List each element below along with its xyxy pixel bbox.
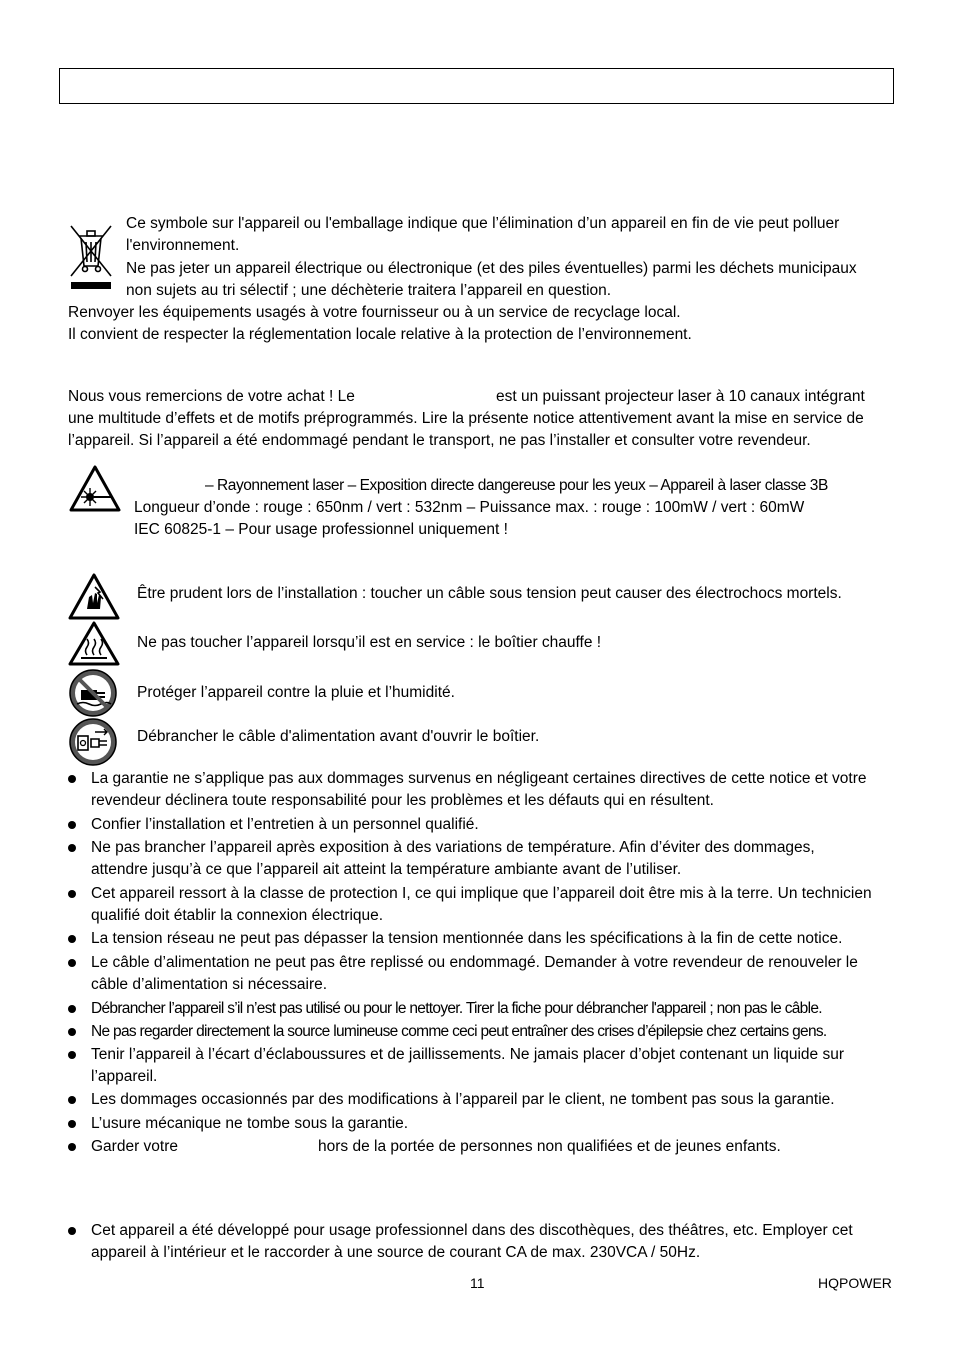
bullet-12-line-1b: hors de la portée de personnes non qualifiées et de jeunes enfants. (318, 1138, 781, 1155)
env-line-1: Ce symbole sur l'appareil ou l'emballage indique que l’élimination d’un appareil en fin de vie peut polluer (126, 215, 840, 232)
safety-text-4: Débrancher le câble d'alimentation avant d'ouvrir le boîtier. (137, 728, 540, 745)
bullet-dot (68, 1005, 76, 1013)
bullet-11-line-1: L’usure mécanique ne tombe sous la garantie. (91, 1115, 409, 1132)
bullet-dot (68, 775, 76, 783)
footer-brand: HQPOWER (818, 1275, 892, 1291)
env-line-6: Il convient de respecter la réglementation locale relative à la protection de l’environnement. (68, 326, 692, 343)
bullet-1-line-1: La garantie ne s’applique pas aux dommages survenus en négligeant certaines directives de cette notice et votre (91, 770, 867, 787)
bullet-dot (68, 890, 76, 898)
bullet-3-line-2: attendre jusqu’à ce que l’appareil ait atteint la température ambiante avant de l’utiliser. (91, 861, 682, 878)
intro-line-3: l’appareil. Si l’appareil a été endommagé pendant le transport, ne pas l’installer et consulter votre revendeur. (68, 432, 811, 449)
laser-warning-icon (68, 464, 122, 514)
laser-warning-line-3: IEC 60825-1 – Pour usage professionnel uniquement ! (134, 521, 508, 538)
env-line-3: Ne pas jeter un appareil électrique ou électronique (et des piles éventuelles) parmi les déchets municipaux (126, 260, 857, 277)
bullet-9-line-2: l’appareil. (91, 1068, 158, 1085)
usage-line-2: appareil à l’intérieur et le raccorder à une source de courant CA de max. 230VCA / 50Hz. (91, 1244, 701, 1261)
bullet-4-line-1: Cet appareil ressort à la classe de protection I, ce qui implique que l’appareil doit être mis à la terre. Un technicien (91, 885, 872, 902)
bullet-9-line-1: Tenir l’appareil à l’écart d’éclaboussures et de jaillissements. Ne jamais placer d’objet contenant un liquide sur (91, 1046, 845, 1063)
bullet-dot (68, 821, 76, 829)
bullet-6-line-2: câble d’alimentation si nécessaire. (91, 976, 328, 993)
bullet-1-line-2: revendeur déclinera toute responsabilité pour les problèmes et les défauts qui en résultent. (91, 792, 714, 809)
bullet-7-line-1: Débrancher l’appareil s’il n’est pas utilisé ou pour le nettoyer. Tirer la fiche pour débrancher l'appareil ; non pas le câble. (91, 1000, 822, 1017)
bullet-dot (68, 1096, 76, 1104)
crossed-bin-icon (68, 222, 114, 292)
bullet-dot (68, 1120, 76, 1128)
laser-warning-line-1: – Rayonnement laser – Exposition directe dangereuse pour les yeux – Appareil à laser classe 3B (205, 477, 828, 494)
env-line-2: l'environnement. (126, 237, 240, 254)
bullet-3-line-1: Ne pas brancher l’appareil après exposition à des variations de température. Afin d’éviter des dommages, (91, 839, 815, 856)
no-water-icon (67, 668, 119, 718)
electric-shock-warning-icon (67, 573, 121, 621)
bullet-4-line-2: qualifié doit établir la connexion électrique. (91, 907, 384, 924)
safety-text-2: Ne pas toucher l’appareil lorsqu’il est en service : le boîtier chauffe ! (137, 634, 602, 651)
env-line-4: non sujets au tri sélectif ; une déchèterie traitera l’appareil en question. (126, 282, 612, 299)
bullet-dot (68, 1051, 76, 1059)
bullet-dot (68, 844, 76, 852)
bullet-dot (68, 959, 76, 967)
laser-warning-line-2: Longueur d’onde : rouge : 650nm / vert : 532nm – Puissance max. : rouge : 100mW / vert : 60mW (134, 499, 805, 516)
intro-line-2: une multitude d’effets et de motifs préprogrammés. Lire la présente notice attentivement avant la mise en service de (68, 410, 864, 427)
safety-text-1: Être prudent lors de l’installation : toucher un câble sous tension peut causer des électrochocs mortels. (137, 585, 842, 602)
usage-line-1: Cet appareil a été développé pour usage professionnel dans des discothèques, des théâtres, etc. Employer cet (91, 1222, 853, 1239)
title-box (59, 68, 894, 104)
bullet-dot (68, 1028, 76, 1036)
page-number: 11 (470, 1275, 485, 1291)
bullet-dot (68, 935, 76, 943)
bullet-dot (68, 1143, 76, 1151)
intro-line-1a: Nous vous remercions de votre achat ! Le (68, 388, 355, 405)
bullet-2-line-1: Confier l’installation et l’entretien à un personnel qualifié. (91, 816, 479, 833)
bullet-10-line-1: Les dommages occasionnés par des modifications à l’appareil par le client, ne tombent pas sous la garantie. (91, 1091, 835, 1108)
hot-surface-warning-icon (67, 621, 121, 667)
unplug-icon (67, 717, 119, 767)
bullet-6-line-1: Le câble d’alimentation ne peut pas être replissé ou endommagé. Demander à votre revendeur de renouveler le (91, 954, 858, 971)
bullet-8-line-1: Ne pas regarder directement la source lumineuse comme ceci peut entraîner des crises d’épilepsie chez certains gens. (91, 1023, 827, 1040)
safety-text-3: Protéger l’appareil contre la pluie et l’humidité. (137, 684, 455, 701)
env-line-5: Renvoyer les équipements usagés à votre fournisseur ou à un service de recyclage local. (68, 304, 681, 321)
bullet-dot (68, 1227, 76, 1235)
intro-line-1b: est un puissant projecteur laser à 10 canaux intégrant (496, 388, 865, 405)
bullet-5-line-1: La tension réseau ne peut pas dépasser la tension mentionnée dans les spécifications à la fin de cette notice. (91, 930, 843, 947)
bullet-12-line-1a: Garder votre (91, 1138, 179, 1155)
